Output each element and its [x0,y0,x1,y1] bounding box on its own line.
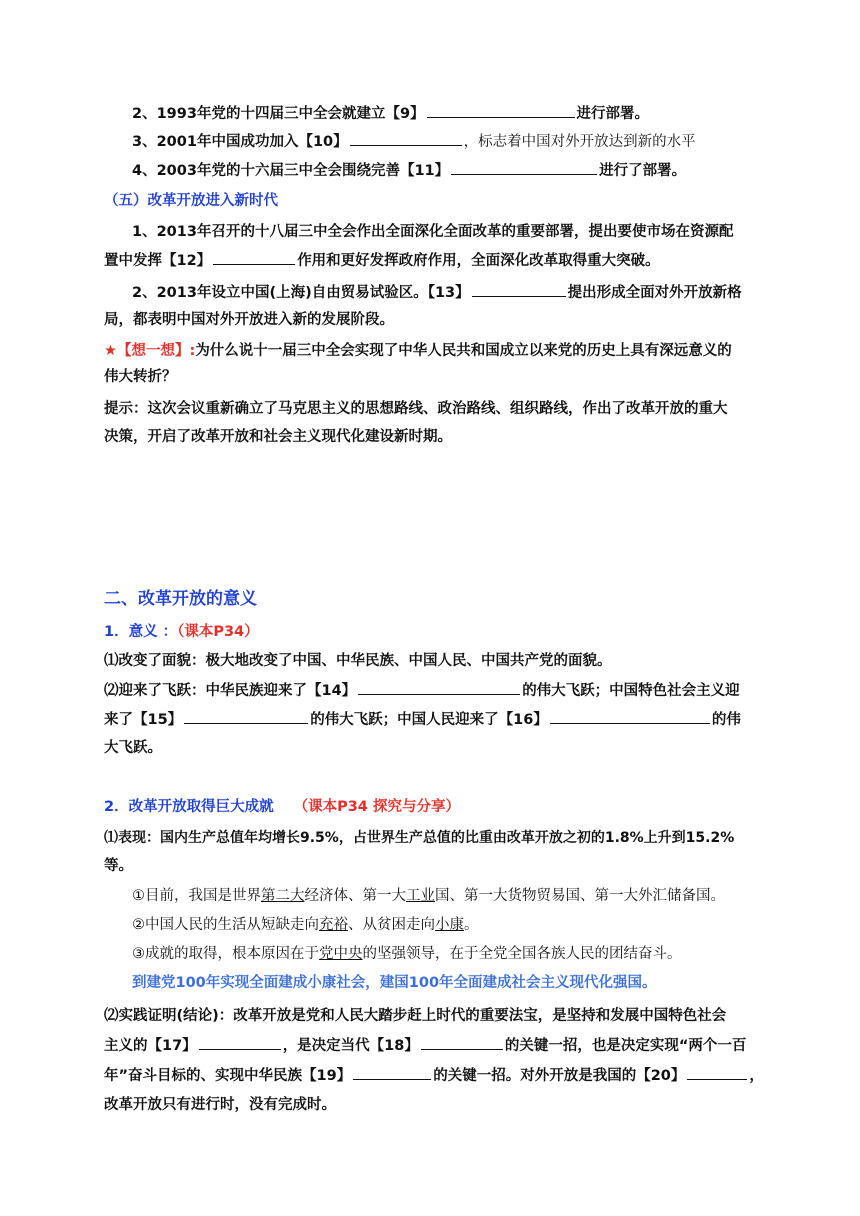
part2-title: 二、改革开放的意义 [104,589,257,609]
sec5-p2-line1 [132,281,742,304]
centenary-goals: 到建党100年实现全面建成小康社会，建国100年全面建成社会主义现代化强国。 [132,975,657,991]
s2-point2-line1: ⑵实践证明(结论)：改革开放是党和人民大踏步赶上时代的重要法宝，是坚持和发展中国特色社会 [104,1008,727,1024]
s2-point1-line1: ⑴表现：国内生产总值年均增长9.5%，占世界生产总值的比重由改革开放之初的1.8%上升到15.2% [104,830,735,846]
blank-14[interactable] [358,679,520,695]
s1-point1: ⑴改变了面貌：极大地改变了中国、中华民族、中国人民、中国共产党的面貌。 [104,653,612,669]
achievement-3-text: ③成就的取得，根本原因在于 [132,946,319,962]
s1-textbook-ref: （课本P34） [177,624,259,640]
hint-line1: 提示：这次会议重新确立了马克思主义的思想路线、政治路线、组织路线，作出了改革开放的重大 [104,401,728,417]
item-2-line [132,102,649,125]
achievement-2-text-c: 。 [464,917,479,933]
s1-point2-tail: 的伟大飞跃；中国特色社会主义迎 [522,683,740,699]
s2-point2-text-f: ， [749,1068,764,1084]
achievement-2 [132,914,479,936]
item-2-tail: 进行部署。 [576,106,650,122]
achievement-1 [132,885,725,907]
achievement-1-key-b: 工业 [406,888,435,904]
s2-point1-line2: 等。 [104,858,133,874]
s2-label: 2．改革开放取得巨大成就 [104,799,274,815]
item-2-text: 2、1993年党的十四届三中全会就建立【9】 [132,106,425,122]
s2-heading [104,796,460,818]
s1-heading [104,621,259,643]
s2-point2-text-c: 的关键一招，也是决定实现“两个一百 [504,1038,747,1054]
blank-20[interactable] [687,1064,747,1080]
achievement-3-text-b: 的坚强领导，在于全党全国各族人民的团结奋斗。 [362,946,682,962]
blank-15[interactable] [184,708,308,724]
section-5-heading: （五）改革开放进入新时代 [104,193,278,209]
blank-17[interactable] [199,1034,281,1050]
item-4-line [132,159,686,182]
blank-10[interactable] [350,130,462,146]
s2-point2-line3 [104,1064,764,1087]
s2-point2-text-b: ，是决定当代【18】 [282,1038,419,1054]
blank-19[interactable] [353,1064,431,1080]
s1-point2-line1 [104,679,740,702]
hint-line2: 决策，开启了改革开放和社会主义现代化建设新时期。 [104,429,452,445]
achievement-2-key-b: 小康 [435,917,464,933]
s1-point2-text-d: 的伟 [711,712,741,728]
s2-point2-line4: 改革开放只有进行时，没有完成时。 [104,1097,336,1113]
item-3-tail: ，标志着中国对外开放达到新的水平 [463,134,696,150]
achievement-2-key-a: 充裕 [319,917,348,933]
think-question-text: 为什么说十一届三中全会实现了中华人民共和国成立以来党的历史上具有深远意义的 [195,343,732,359]
achievement-3-key: 党中央 [319,946,363,962]
think-question-line1 [104,340,732,362]
blank-11[interactable] [451,159,597,175]
s1-point2-line3: 大飞跃。 [104,740,162,756]
item-4-tail: 进行了部署。 [599,163,687,179]
item-3-text: 3、2001年中国成功加入【10】 [132,134,348,150]
blank-9[interactable] [427,102,575,118]
s1-point2-text-c: 的伟大飞跃；中国人民迎来了【16】 [310,712,548,728]
s1-point2-text-b: 来了【15】 [104,712,183,728]
sec5-p2-tail: 提出形成全面对外开放新格 [567,285,742,301]
think-question-line2: 伟大转折？ [104,369,177,385]
sec5-p1-line2 [104,249,660,272]
sec5-p2-text: 2、2013年设立中国(上海)自由贸易试验区。【13】 [132,285,470,301]
achievement-2-text: ②中国人民的生活从短缺走向 [132,917,319,933]
sec5-p1-text: 置中发挥【12】 [104,253,212,269]
achievement-1-key-a: 第二大 [261,888,305,904]
sec5-p1-line1: 1、2013年召开的十八届三中全会作出全面深化全面改革的重要部署，提出要使市场在资源配 [132,224,734,240]
s1-point2-line2 [104,708,741,731]
achievement-1-text-c: 国、第一大货物贸易国、第一大外汇储备国。 [435,888,725,904]
s2-textbook-ref: （课本P34 探究与分享） [293,799,460,815]
blank-16[interactable] [550,708,710,724]
achievement-1-text: ①目前，我国是世界 [132,888,261,904]
s1-point2-text: ⑵迎来了飞跃：中华民族迎来了【14】 [104,683,357,699]
achievement-3 [132,943,682,965]
blank-13[interactable] [472,281,566,297]
s2-point2-text-e: 的关键一招。对外开放是我国的【20】 [433,1068,686,1084]
item-3-line [132,130,696,153]
sec5-p2-line2: 局，都表明中国对外开放进入新的发展阶段。 [104,312,394,328]
think-label: ★【想一想】: [104,343,196,359]
achievement-2-text-b: 、从贫困走向 [348,917,435,933]
s2-point2-line2 [104,1034,746,1057]
s2-point2-text-a: 主义的【17】 [104,1038,197,1054]
item-4-text: 4、2003年党的十六届三中全会围绕完善【11】 [132,163,450,179]
blank-18[interactable] [421,1034,503,1050]
s2-point2-text-d: 年”奋斗目标的、实现中华民族【19】 [104,1068,352,1084]
achievement-1-text-b: 经济体、第一大 [304,888,406,904]
sec5-p1-tail: 作用和更好发挥政府作用，全面深化改革取得重大突破。 [297,253,660,269]
s1-label: 1．意义 ： [104,624,178,640]
blank-12[interactable] [213,249,295,265]
